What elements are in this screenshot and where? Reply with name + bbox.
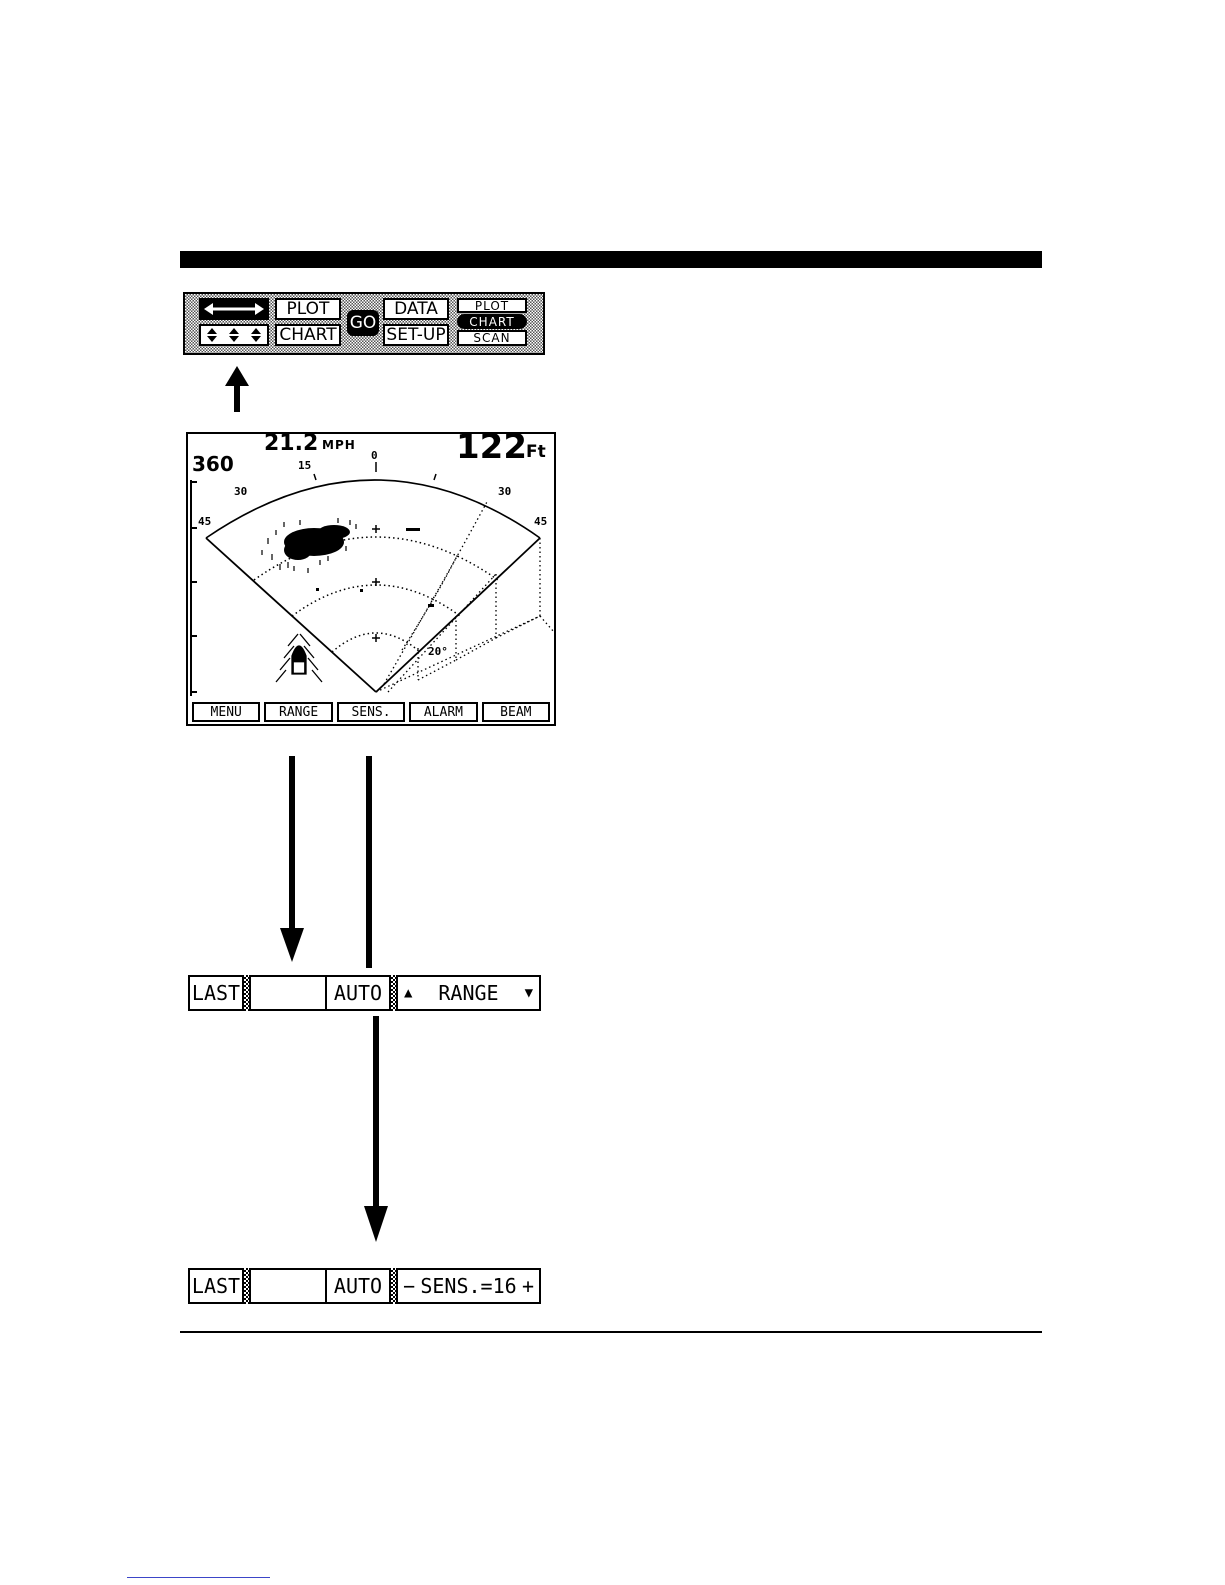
sonar-fan-display <box>188 431 554 724</box>
angle-label-45-right: 45 <box>534 515 548 528</box>
left-right-arrow-icon <box>204 303 264 315</box>
speed-unit: MPH <box>322 438 356 452</box>
softkey-range[interactable]: RANGE <box>264 702 332 722</box>
plot-key[interactable]: PLOT <box>275 298 341 320</box>
depth-scale <box>191 480 197 696</box>
mode-scan-key[interactable]: SCAN <box>457 330 527 346</box>
softkey-sens[interactable]: SENS. <box>337 702 405 722</box>
range-adjust-bar <box>188 975 542 1011</box>
header-rule <box>180 251 1042 268</box>
angle-label-30-left: 30 <box>234 485 248 498</box>
arrow-key-vertical[interactable] <box>199 324 269 346</box>
depth-readout: 122 <box>456 427 527 467</box>
mode-plot-key[interactable]: PLOT <box>457 298 527 313</box>
main-menu-bar <box>183 292 545 355</box>
range-readout: 360 <box>192 452 234 476</box>
range-last-button[interactable]: LAST <box>188 975 244 1011</box>
range-down-arrow-icon[interactable]: ▼ <box>524 985 533 1001</box>
footer-link-underline <box>127 1577 270 1578</box>
angle-label-15: 15 <box>298 459 312 472</box>
setup-key[interactable]: SET-UP <box>383 324 449 346</box>
sens-auto-button[interactable]: AUTO <box>325 1268 391 1304</box>
mode-chart-key[interactable]: CHART <box>457 314 527 329</box>
depth-unit: Ft <box>526 442 546 462</box>
softkey-menu[interactable]: MENU <box>192 702 260 722</box>
go-key[interactable]: GO <box>347 310 379 336</box>
speed-readout: 21.2 <box>264 431 319 456</box>
sensitivity-adjust-bar <box>188 1268 542 1304</box>
range-label: RANGE <box>438 981 499 1005</box>
sens-shade-fill <box>249 1268 325 1304</box>
softkey-alarm[interactable]: ALARM <box>409 702 477 722</box>
sens-minus-button[interactable]: − <box>403 1274 416 1298</box>
sens-last-button[interactable]: LAST <box>188 1268 244 1304</box>
angle-label-30-right: 30 <box>498 485 512 498</box>
angle-label-0: 0 <box>371 449 378 462</box>
range-shade-fill <box>249 975 325 1011</box>
arrow-key-horizontal[interactable] <box>199 298 269 320</box>
sonar-screen <box>186 427 556 726</box>
sens-connector-line <box>362 756 376 968</box>
sens-control <box>396 1268 541 1304</box>
beam-angle-label: 20° <box>428 645 448 658</box>
sens-label: SENS.=16 <box>420 1274 517 1298</box>
fish-school-echo <box>262 518 434 607</box>
sens-plus-button[interactable]: + <box>521 1274 534 1298</box>
boat-icon <box>276 634 322 682</box>
range-up-arrow-icon[interactable]: ▲ <box>404 985 413 1001</box>
chart-key[interactable]: CHART <box>275 324 341 346</box>
range-auto-button[interactable]: AUTO <box>325 975 391 1011</box>
data-key[interactable]: DATA <box>383 298 449 320</box>
up-arrow-icon <box>225 366 249 412</box>
softkey-row <box>190 702 552 722</box>
range-control <box>396 975 541 1011</box>
up-down-arrows-icon <box>204 328 264 342</box>
angle-label-45-left: 45 <box>198 515 212 528</box>
range-flow-arrow-icon <box>280 756 304 962</box>
softkey-beam[interactable]: BEAM <box>482 702 550 722</box>
sens-flow-arrow-icon <box>364 1016 388 1242</box>
footer-rule <box>180 1331 1042 1333</box>
